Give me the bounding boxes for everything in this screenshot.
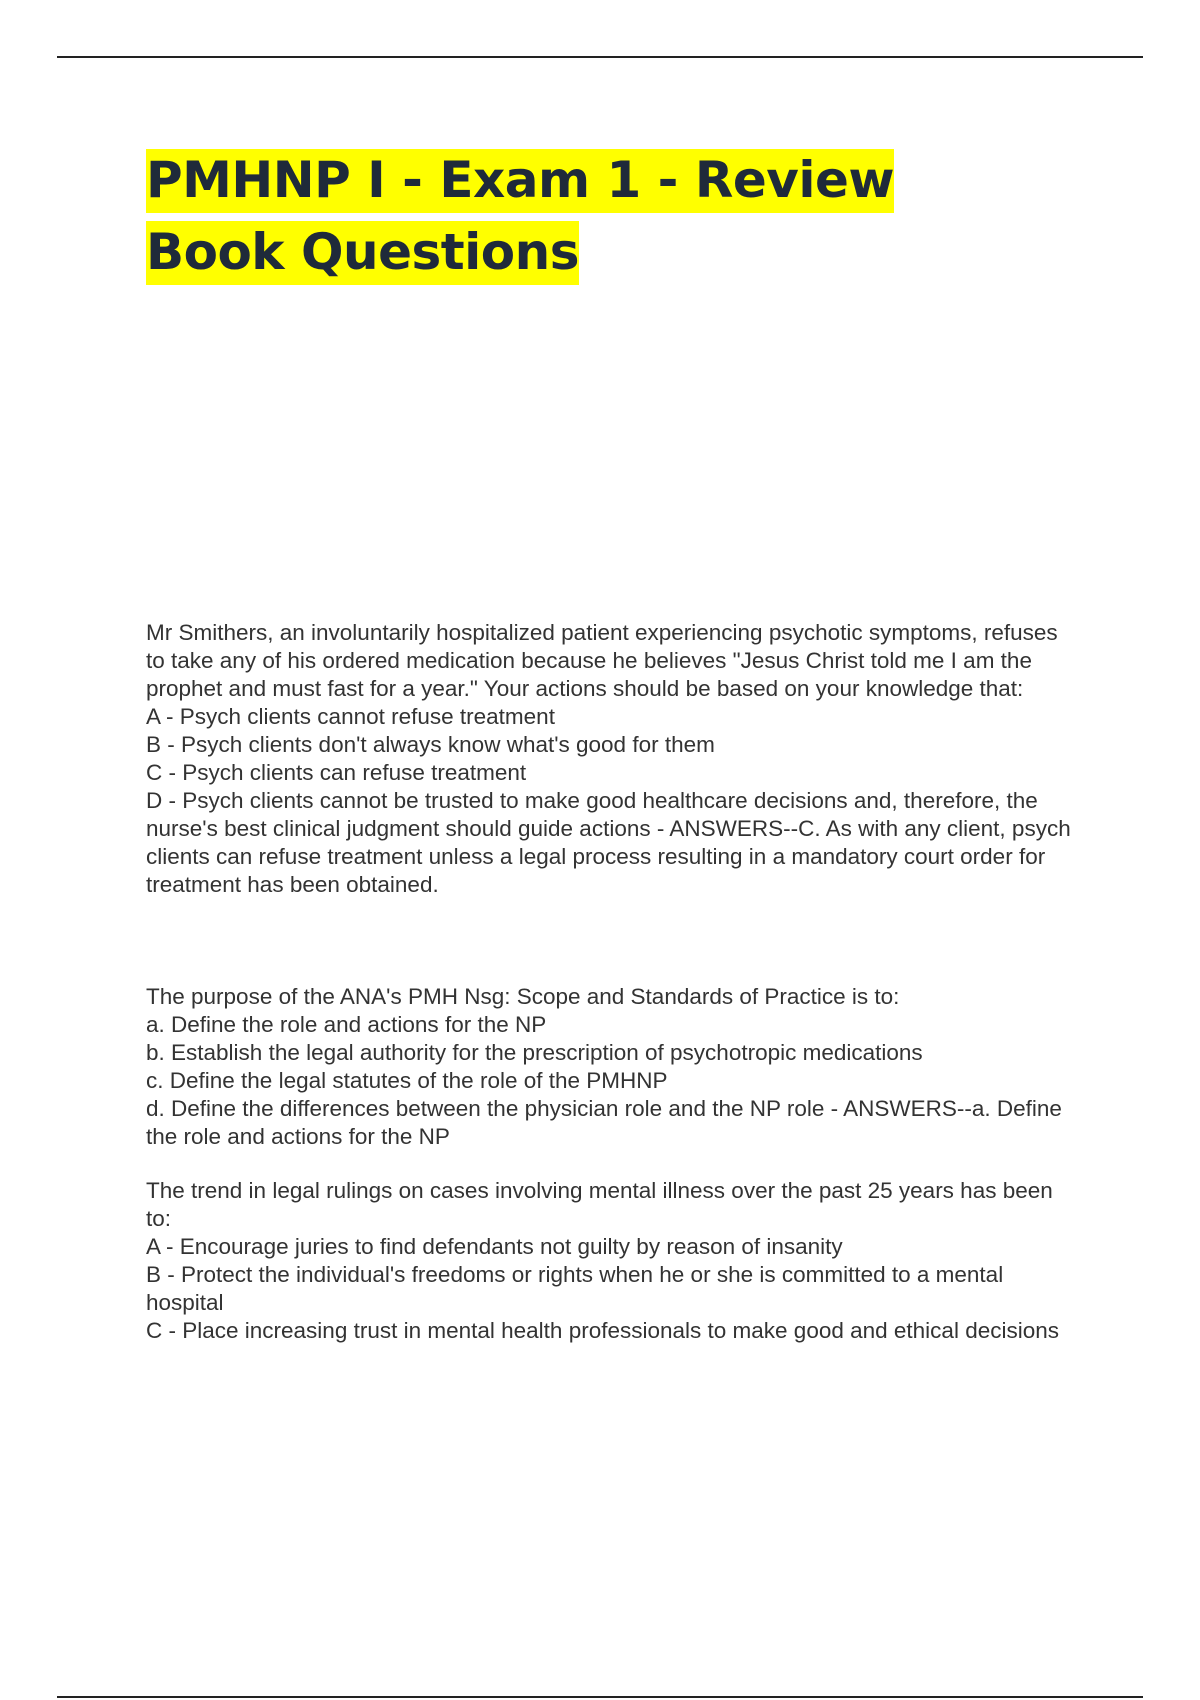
answer-option-b: B - Psych clients don't always know what's good for them bbox=[146, 732, 715, 757]
question-stem: The trend in legal rulings on cases involving mental illness over the past 25 years has been to: bbox=[146, 1178, 1053, 1231]
answer-option-c: C - Psych clients can refuse treatment bbox=[146, 760, 527, 785]
question-block-1 bbox=[146, 619, 1076, 899]
question-block-3 bbox=[146, 1177, 1076, 1345]
bottom-rule bbox=[57, 1696, 1143, 1698]
page-title bbox=[146, 144, 1046, 288]
answer-option-a: a. Define the role and actions for the NP bbox=[146, 1012, 547, 1037]
answer-option-d: D - Psych clients cannot be trusted to make good healthcare decisions and, therefore, the nurse's best clinical judgment should guide actions - ANSWERS--C. As with any client, psych clients can refuse treatment unless a legal process resulting in a mandatory court order for treatment has been obtained. bbox=[146, 788, 1071, 897]
top-rule bbox=[57, 56, 1143, 58]
answer-option-a: A - Psych clients cannot refuse treatment bbox=[146, 704, 555, 729]
answer-option-d: d. Define the differences between the physician role and the NP role - ANSWERS--a. Define the role and actions for the NP bbox=[146, 1096, 1062, 1149]
answer-option-c: c. Define the legal statutes of the role of the PMHNP bbox=[146, 1068, 668, 1093]
title-highlight: PMHNP I - Exam 1 - Review Book Questions bbox=[146, 149, 894, 285]
question-stem: Mr Smithers, an involuntarily hospitalized patient experiencing psychotic symptoms, refuses to take any of his ordered medication because he believes "Jesus Christ told me I am the prophet and must fast for a year." Your actions should be based on your knowledge that: bbox=[146, 620, 1058, 701]
question-block-2 bbox=[146, 983, 1076, 1151]
answer-option-a: A - Encourage juries to find defendants not guilty by reason of insanity bbox=[146, 1234, 843, 1259]
question-stem: The purpose of the ANA's PMH Nsg: Scope and Standards of Practice is to: bbox=[146, 984, 900, 1009]
answer-option-c: C - Place increasing trust in mental health professionals to make good and ethical decisions bbox=[146, 1318, 1059, 1343]
answer-option-b: b. Establish the legal authority for the prescription of psychotropic medications bbox=[146, 1040, 923, 1065]
answer-option-b: B - Protect the individual's freedoms or rights when he or she is committed to a mental hospital bbox=[146, 1262, 1004, 1315]
